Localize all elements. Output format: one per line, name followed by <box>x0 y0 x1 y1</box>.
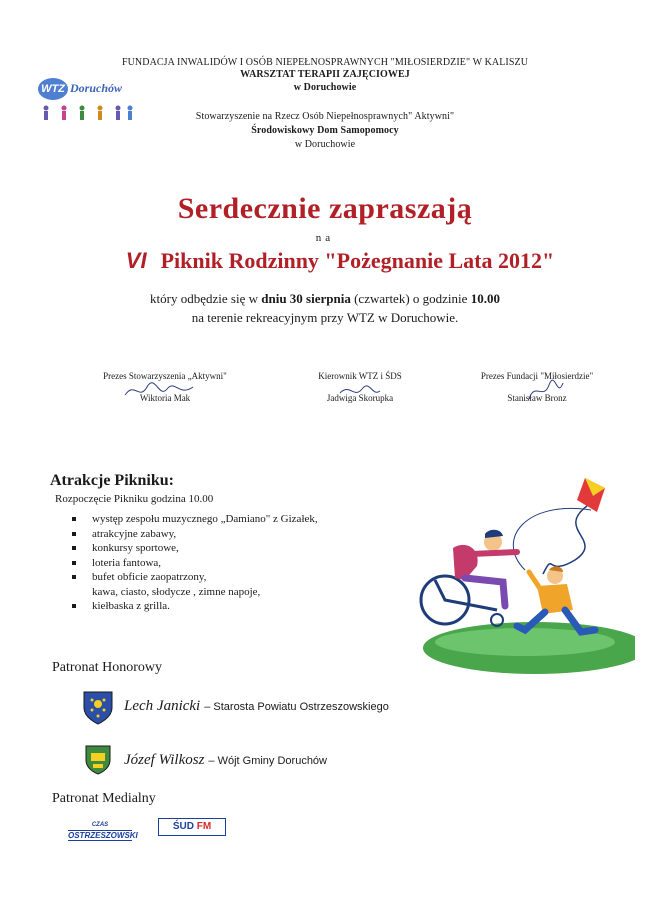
handwritten-signature <box>115 379 215 403</box>
sud-fm-logo <box>158 818 226 836</box>
event-date: dniu 30 sierpnia <box>261 291 351 306</box>
invitation-title: Serdecznie zapraszają <box>177 192 473 225</box>
attractions-list <box>72 512 402 614</box>
signature-title: Prezes Fundacji "Miłosierdzie" <box>480 371 594 381</box>
patron-row <box>124 697 389 715</box>
date-line-text: który odbędzie się w <box>150 291 262 306</box>
list-item: atrakcyjne zabawy, <box>72 527 402 542</box>
kite-illustration <box>405 470 635 680</box>
wtz-logo <box>30 72 140 122</box>
list-item: występ zespołu muzycznego „Damiano" z Gizałek, <box>72 512 402 527</box>
signature-block-2 <box>270 371 450 403</box>
media-logo-right: FM <box>196 821 212 832</box>
media-logo-bottom: OSTRZESZOWSKI <box>68 831 138 840</box>
handwritten-signature <box>310 379 410 403</box>
czas-ostrzeszowski-logo <box>68 821 138 840</box>
patron-name: Lech Janicki <box>124 698 201 714</box>
gmina-crest-icon <box>84 744 112 776</box>
workshop-place: w Doruchowie <box>293 82 357 93</box>
media-logo-top: CZAS <box>91 822 109 828</box>
center-place: w Doruchowie <box>294 139 356 150</box>
association-name: Stowarzyszenie na Rzecz Osób Niepełnosprawnych" Aktywni" <box>195 111 455 122</box>
patron-role: – Wójt Gminy Doruchów <box>208 755 327 767</box>
event-time: 10.00 <box>470 291 500 306</box>
media-logo-left: ŚUD <box>172 821 194 832</box>
signature-title: Prezes Stowarzyszenia „Aktywni" <box>103 371 227 381</box>
patron-role: – Starosta Powiatu Ostrzeszowskiego <box>204 701 389 713</box>
event-title <box>60 248 620 274</box>
list-item: kawa, ciasto, słodycze , zimne napoje, <box>92 585 261 598</box>
list-item: loteria fantowa, <box>72 556 402 571</box>
list-item: konkursy sportowe, <box>72 541 402 556</box>
date-line-mid: (czwartek) o godzinie <box>350 291 471 306</box>
handwritten-signature <box>487 379 587 403</box>
center-name: Środowiskowy Dom Samopomocy <box>251 125 399 136</box>
workshop-name: WARSZTAT TERAPII ZAJĘCIOWEJ <box>240 69 410 80</box>
invitation-na: na <box>315 232 335 244</box>
attractions-title: Atrakcje Pikniku: <box>50 472 174 489</box>
signature-name: Jadwiga Skorupka <box>326 393 394 403</box>
attractions-start: Rozpoczęcie Pikniku godzina 10.00 <box>55 493 214 505</box>
list-item: kiełbaska z grilla. <box>72 599 402 614</box>
wtz-logo-name: Doruchów <box>70 81 123 95</box>
list-item: bufet obficie zaopatrzony, <box>72 570 402 585</box>
patron-name: Józef Wilkosz <box>124 752 205 768</box>
wtz-badge: WTZ <box>38 78 68 100</box>
signature-name: Wiktoria Mak <box>139 393 191 403</box>
signature-name: Stanisław Bronz <box>507 393 567 403</box>
media-patronage-label: Patronat Medialny <box>52 791 156 806</box>
signature-block-1 <box>75 371 255 403</box>
event-edition: VI <box>125 248 147 273</box>
signature-title: Kierownik WTZ i ŚDS <box>318 371 402 381</box>
powiat-crest-icon <box>82 690 114 726</box>
foundation-name: FUNDACJA INWALIDÓW I OSÓB NIEPEŁNOSPRAWNYCH "MIŁOSIERDZIE" W KALISZU <box>121 57 529 68</box>
event-name: Piknik Rodzinny "Pożegnanie Lata 2012" <box>160 248 555 273</box>
honorary-patronage-label: Patronat Honorowy <box>52 660 163 675</box>
patron-row <box>124 751 327 769</box>
signature-block-3 <box>447 371 627 403</box>
event-place-line: na terenie rekreacyjnym przy WTZ w Doruchowie. <box>191 310 459 325</box>
people-figures-icon <box>36 102 136 122</box>
event-date-line <box>0 289 650 308</box>
